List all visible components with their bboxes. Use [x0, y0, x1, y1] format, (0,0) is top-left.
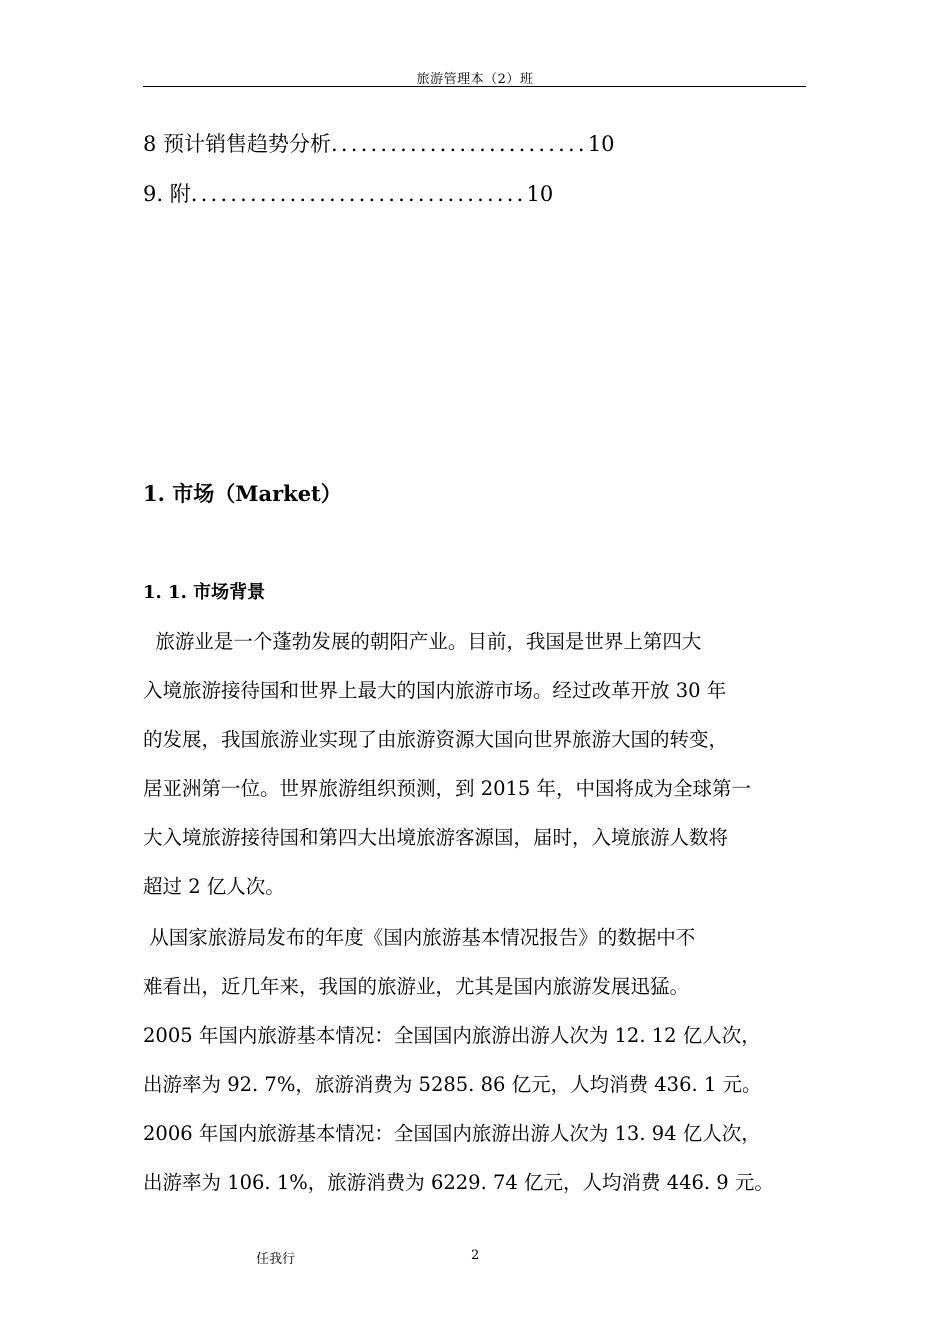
paragraph-market-background: [143, 617, 808, 911]
toc-entry-label: 9. 附: [143, 182, 191, 206]
page-header-title: 旅游管理本（2）班: [416, 72, 534, 87]
text-line: 从国家旅游局发布的年度《国内旅游基本情况报告》的数据中不: [143, 926, 696, 949]
text-line: 出游率为 106. 1%，旅游消费为 6229. 74 亿元，人均消费 446. 9 元。: [143, 1171, 774, 1194]
text-line: 大入境旅游接待国和第四大出境旅游客源国，届时，入境旅游人数将: [143, 826, 729, 849]
toc-entry-page: 10: [587, 132, 615, 156]
text-line: 入境旅游接待国和世界上最大的国内旅游市场。经过改革开放 30 年: [143, 679, 727, 702]
header-divider: [143, 86, 806, 87]
text-line: 2006 年国内旅游基本情况：全国国内旅游出游人次为 13. 94 亿人次，: [143, 1122, 761, 1145]
toc-leader-dots: ..................................: [190, 182, 527, 206]
toc-entry-label: 8 预计销售趋势分析: [143, 132, 332, 156]
toc-entry-page: 10: [526, 182, 554, 206]
section-heading: 1. 市场（Market）: [143, 481, 342, 506]
text-line: 的发展，我国旅游业实现了由旅游资源大国向世界旅游大国的转变，: [143, 728, 729, 751]
toc-entry[interactable]: [143, 178, 743, 208]
toc-leader-dots: ..........................: [331, 132, 588, 156]
footer-author: 任我行: [256, 1252, 296, 1267]
text-line: 2005 年国内旅游基本情况：全国国内旅游出游人次为 12. 12 亿人次，: [143, 1024, 761, 1047]
paragraph-domestic-tourism-data: [143, 913, 808, 1207]
subsection-heading: 1. 1. 市场背景: [143, 582, 266, 603]
text-line: 超过 2 亿人次。: [143, 875, 285, 898]
text-line: 旅游业是一个蓬勃发展的朝阳产业。目前，我国是世界上第四大: [143, 630, 702, 653]
toc-entry[interactable]: [143, 128, 743, 158]
text-line: 难看出，近几年来，我国的旅游业，尤其是国内旅游发展迅猛。: [143, 975, 690, 998]
text-line: 出游率为 92. 7%，旅游消费为 5285. 86 亿元，人均消费 436. 1 元。: [143, 1073, 762, 1096]
footer-page-number: 2: [471, 1248, 480, 1263]
text-line: 居亚洲第一位。世界旅游组织预测，到 2015 年，中国将成为全球第一: [143, 777, 752, 800]
